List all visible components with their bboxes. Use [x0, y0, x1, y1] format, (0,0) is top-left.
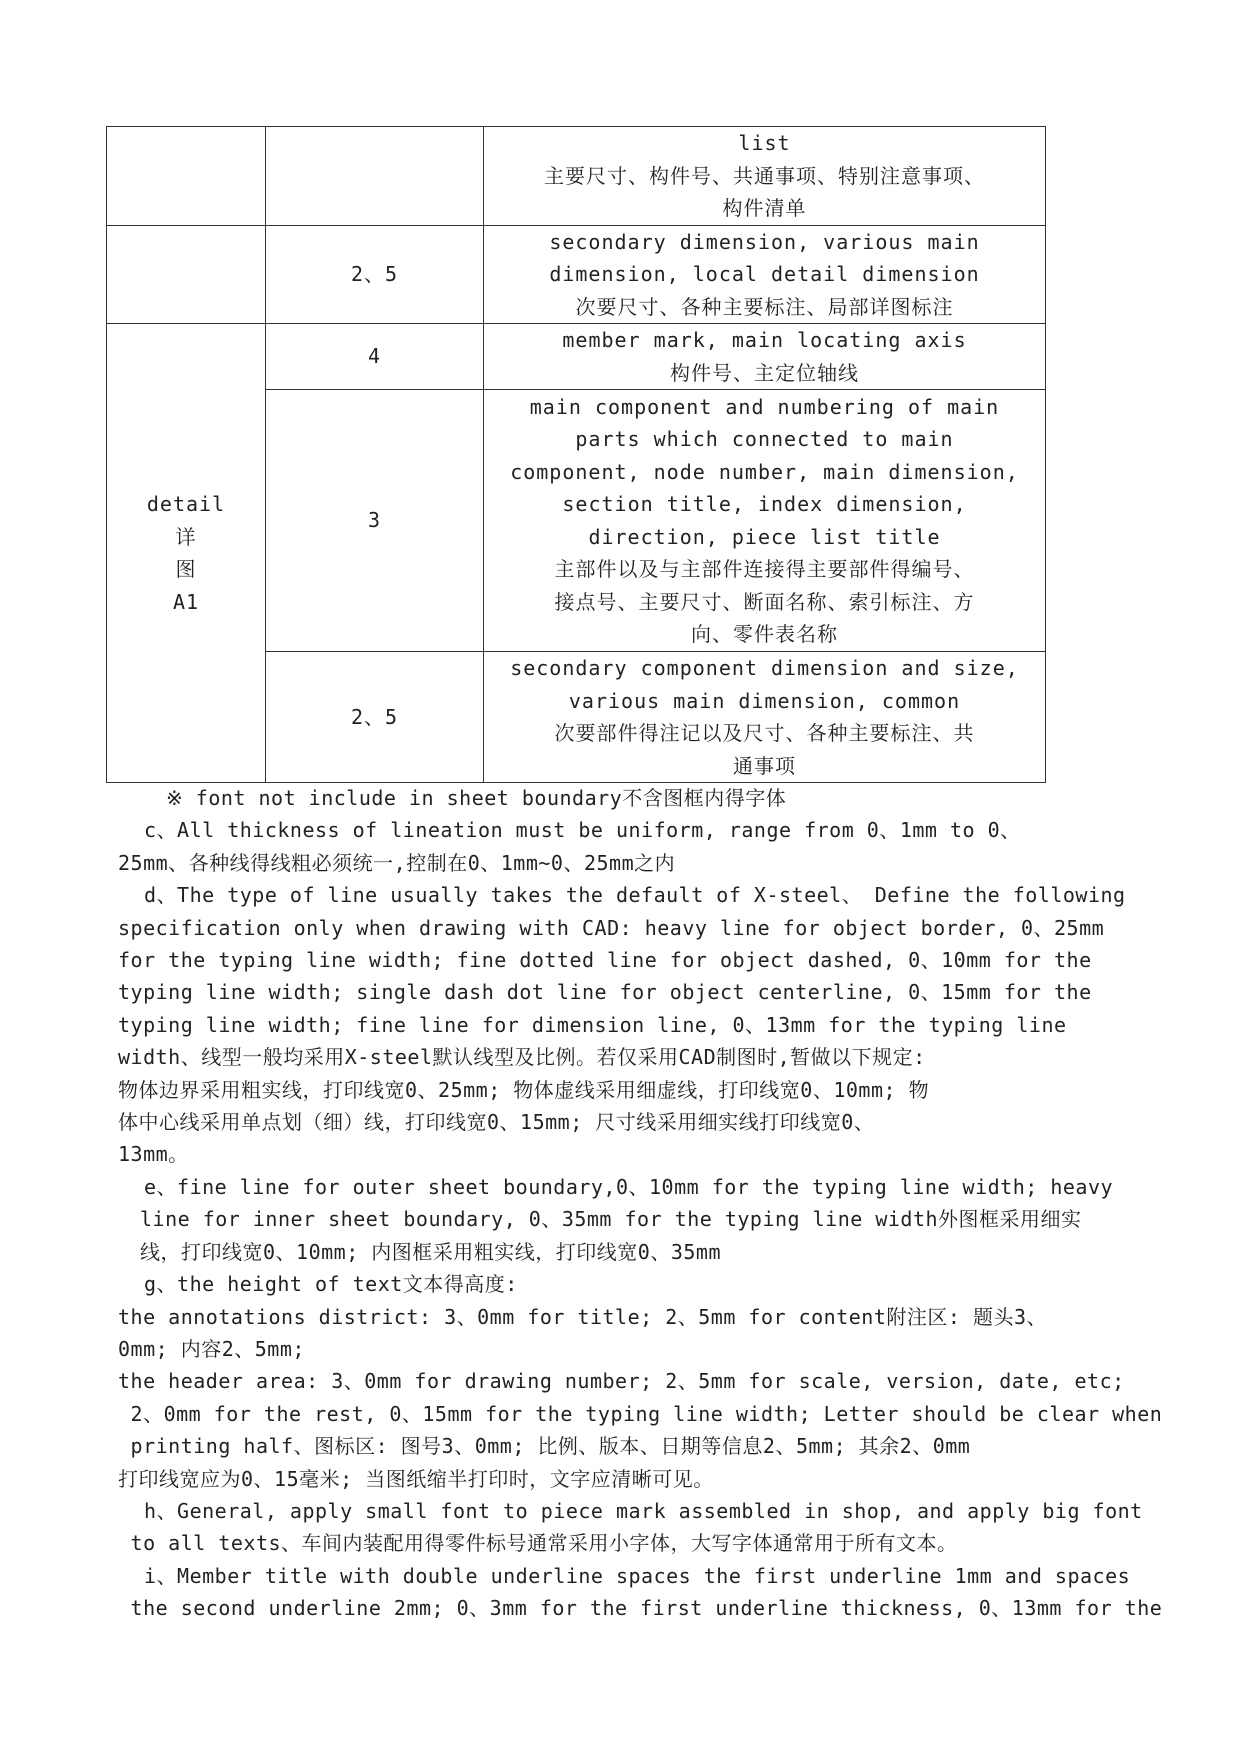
- table-cell-size: 2、5: [266, 652, 484, 783]
- paragraph-line: e、fine line for outer sheet boundary,0、10mm for the typing line width; heavy: [144, 1174, 1114, 1199]
- cell-text: various main dimension, common: [568, 688, 961, 713]
- cell-text: 主要尺寸、构件号、共通事项、特别注意事项、: [544, 163, 985, 188]
- cell-text: dimension, local detail dimension: [549, 262, 980, 286]
- cell-text: main component and numbering of main: [529, 394, 1000, 419]
- cell-text: detail: [146, 492, 226, 516]
- paragraph-line: typing line width; single dash dot line for object centerline, 0、15mm for the: [118, 980, 1092, 1005]
- paragraph-line: the second underline 2mm; 0、3mm for the first underline thickness, 0、13mm for the: [118, 1596, 1163, 1621]
- cell-text: 通事项: [733, 753, 796, 778]
- table-cell-description: [484, 652, 1046, 783]
- paragraph-line: d、The type of line usually takes the default of X-steel、 Define the following: [144, 883, 1126, 908]
- paragraph-line: i、Member title with double underline spaces the first underline 1mm and spaces: [144, 1563, 1131, 1588]
- cell-text: A1: [172, 589, 200, 614]
- paragraph-line: for the typing line width; fine dotted line for object dashed, 0、10mm for the: [118, 948, 1092, 973]
- cell-text: 图: [175, 557, 197, 581]
- cell-text: 详: [175, 524, 197, 549]
- cell-text: 次要尺寸、各种主要标注、局部详图标注: [575, 294, 954, 319]
- cell-text: 次要部件得注记以及尺寸、各种主要标注、共: [554, 721, 975, 745]
- paragraph-line: specification only when drawing with CAD: heavy line for object border, 0、25mm: [118, 915, 1105, 940]
- table-cell-description: [484, 324, 1046, 390]
- paragraph-line: line for inner sheet boundary, 0、35mm for the typing line width外图框采用细实: [140, 1207, 1082, 1232]
- cell-text: secondary dimension, various main: [549, 229, 980, 254]
- cell-text: list: [738, 131, 791, 155]
- table-cell-blank: [107, 225, 266, 324]
- paragraph-line: 25mm、各种线得线粗必须统一,控制在0、1mm~0、25mm之内: [118, 850, 676, 875]
- cell-text: component, node number, main dimension,: [510, 459, 1019, 484]
- cell-text: parts which connected to main: [575, 427, 954, 451]
- paragraph-line: printing half、图标区: 图号3、0mm; 比例、版本、日期等信息2、5mm; 其余2、0mm: [118, 1434, 971, 1459]
- cell-text: 构件号、主定位轴线: [670, 360, 859, 385]
- paragraph-line: 打印线宽应为0、15毫米; 当图纸缩半打印时，文字应清晰可见。: [118, 1466, 714, 1491]
- paragraph-line: typing line width; fine line for dimension line, 0、13mm for the typing line: [118, 1012, 1067, 1037]
- line-spec-table: [106, 126, 1046, 783]
- table-cell-blank: [107, 127, 266, 226]
- cell-text: 接点号、主要尺寸、断面名称、索引标注、方: [554, 589, 975, 614]
- table-cell-blank: [266, 127, 484, 226]
- body-text: [118, 782, 1178, 1625]
- cell-text: 构件清单: [722, 196, 807, 220]
- paragraph-line: 2、0mm for the rest, 0、15mm for the typing line width; Letter should be clear when: [118, 1401, 1163, 1426]
- paragraph-line: 13mm。: [118, 1142, 189, 1167]
- table-cell-size: 3: [266, 390, 484, 652]
- table-row: [107, 324, 1046, 390]
- note-line: ※ font not include in sheet boundary不含图框内得字体: [166, 786, 787, 810]
- paragraph-line: 0mm; 内容2、5mm;: [118, 1336, 305, 1361]
- table-cell-description: [484, 225, 1046, 324]
- cell-text: member mark, main locating axis: [562, 328, 967, 352]
- paragraph-line: g、the height of text文本得高度:: [144, 1272, 518, 1297]
- paragraph-line: h、General, apply small font to piece mark assembled in shop, and apply big font: [144, 1498, 1143, 1523]
- cell-text: section title, index dimension,: [562, 492, 967, 516]
- table-cell-category: [107, 324, 266, 783]
- paragraph-line: width、线型一般均采用X-steel默认线型及比例。若仅采用CAD制图时,暂做以下规定:: [118, 1045, 926, 1070]
- paragraph-line: 体中心线采用单点划（细）线，打印线宽0、15mm; 尺寸线采用细实线打印线宽0、: [118, 1110, 875, 1135]
- table-cell-size: 4: [266, 324, 484, 390]
- paragraph-line: 线，打印线宽0、10mm; 内图框采用粗实线，打印线宽0、35mm: [140, 1239, 721, 1264]
- paragraph-line: the header area: 3、0mm for drawing number; 2、5mm for scale, version, date, etc;: [118, 1369, 1125, 1394]
- cell-text: direction, piece list title: [588, 524, 941, 549]
- table-row: [107, 127, 1046, 226]
- paragraph-line: the annotations district: 3、0mm for title; 2、5mm for content附注区: 题头3、: [118, 1304, 1048, 1329]
- cell-text: secondary component dimension and size,: [510, 656, 1019, 680]
- paragraph-line: c、All thickness of lineation must be uniform, range from 0、1mm to 0、: [144, 818, 1021, 843]
- paragraph-line: 物体边界采用粗实线，打印线宽0、25mm; 物体虚线采用细虚线，打印线宽0、10mm; 物: [118, 1077, 930, 1102]
- table-cell-description: [484, 390, 1046, 652]
- table-cell-description: [484, 127, 1046, 226]
- cell-text: 向、零件表名称: [691, 622, 838, 646]
- table-row: [107, 225, 1046, 324]
- table-cell-size: 2、5: [266, 225, 484, 324]
- cell-text: 主部件以及与主部件连接得主要部件得编号、: [554, 557, 975, 581]
- paragraph-line: to all texts、车间内装配用得零件标号通常采用小字体，大写字体通常用于所有文本。: [118, 1531, 958, 1556]
